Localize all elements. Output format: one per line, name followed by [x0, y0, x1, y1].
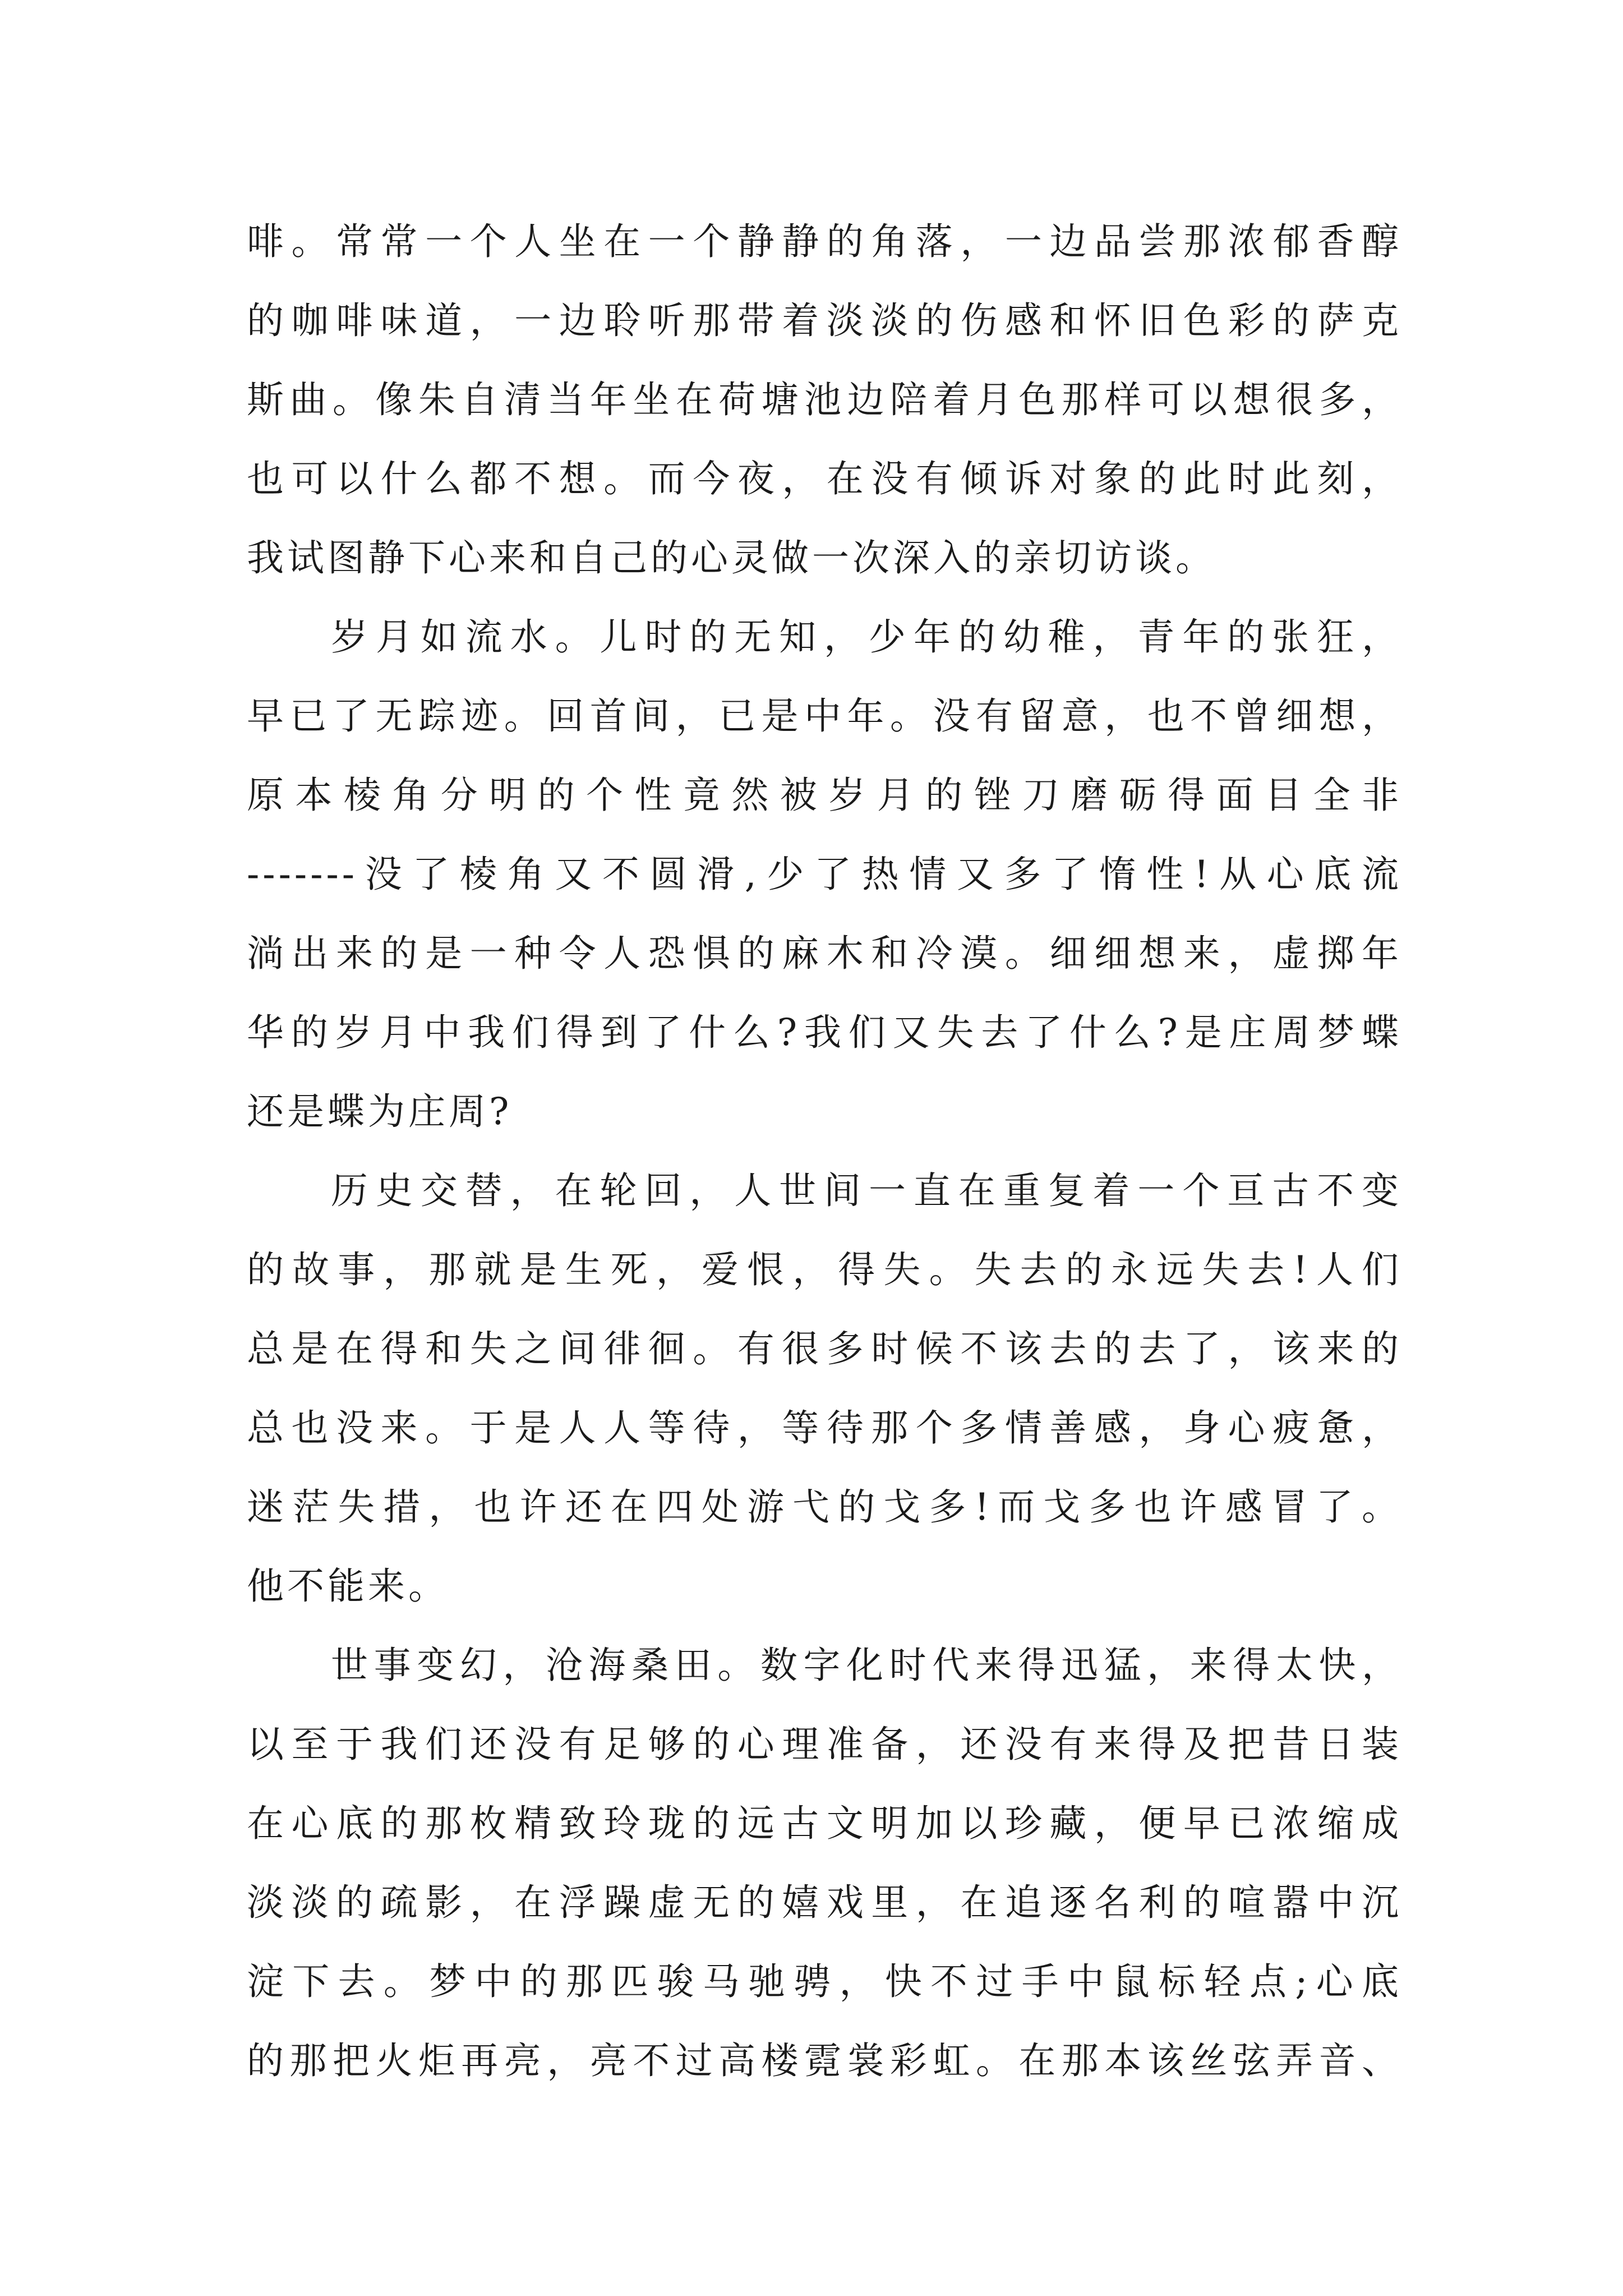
text-line: 的故事，那就是生死，爱恨，得失。失去的永远失去!人们: [247, 1248, 1402, 1291]
text-line: 的那把火炬再亮，亮不过高楼霓裳彩虹。在那本该丝弦弄音、: [247, 2039, 1402, 2082]
text-line: 总也没来。于是人人等待，等待那个多情善感，身心疲惫，: [247, 1406, 1402, 1450]
text-line: 华的岁月中我们得到了什么?我们又失去了什么?是庄周梦蝶: [247, 1011, 1402, 1054]
text-line: 世事变幻，沧海桑田。数字化时代来得迅猛，来得太快，: [331, 1644, 1402, 1687]
text-line: 淡淡的疏影，在浮躁虚无的嬉戏里，在追逐名利的喧嚣中沉: [247, 1881, 1402, 1924]
text-line: -------没了棱角又不圆滑,少了热情又多了惰性!从心底流: [247, 853, 1402, 896]
text-line: 啡。常常一个人坐在一个静静的角落，一边品尝那浓郁香醇: [247, 220, 1402, 263]
text-line: 斯曲。像朱自清当年坐在荷塘池边陪着月色那样可以想很多，: [247, 378, 1402, 421]
text-line: 也可以什么都不想。而今夜，在没有倾诉对象的此时此刻，: [247, 457, 1402, 500]
text-line: 淌出来的是一种令人恐惧的麻木和冷漠。细细想来，虚掷年: [247, 932, 1402, 975]
text-line: 还是蝶为庄周?: [247, 1090, 513, 1133]
text-line: 迷茫失措，也许还在四处游弋的戈多!而戈多也许感冒了。: [247, 1485, 1402, 1529]
text-line: 岁月如流水。儿时的无知，少年的幼稚，青年的张狂，: [331, 615, 1402, 659]
text-line: 我试图静下心来和自己的心灵做一次深入的亲切访谈。: [247, 536, 1216, 579]
text-line: 在心底的那枚精致玲珑的远古文明加以珍藏，便早已浓缩成: [247, 1802, 1402, 1845]
text-line: 总是在得和失之间徘徊。有很多时候不该去的去了，该来的: [247, 1327, 1402, 1370]
text-line: 淀下去。梦中的那匹骏马驰骋，快不过手中鼠标轻点;心底: [247, 1960, 1402, 2003]
text-line: 早已了无踪迹。回首间，已是中年。没有留意，也不曾细想，: [247, 694, 1402, 738]
text-line: 原本棱角分明的个性竟然被岁月的锉刀磨砺得面目全非: [247, 774, 1402, 817]
text-line: 他不能来。: [247, 1565, 449, 1608]
text-line: 以至于我们还没有足够的心理准备，还没有来得及把昔日装: [247, 1723, 1402, 1766]
text-line: 的咖啡味道，一边聆听那带着淡淡的伤感和怀旧色彩的萨克: [247, 299, 1402, 342]
body-text: [247, 202, 1402, 2100]
text-line: 历史交替，在轮回，人世间一直在重复着一个亘古不变: [331, 1169, 1402, 1212]
